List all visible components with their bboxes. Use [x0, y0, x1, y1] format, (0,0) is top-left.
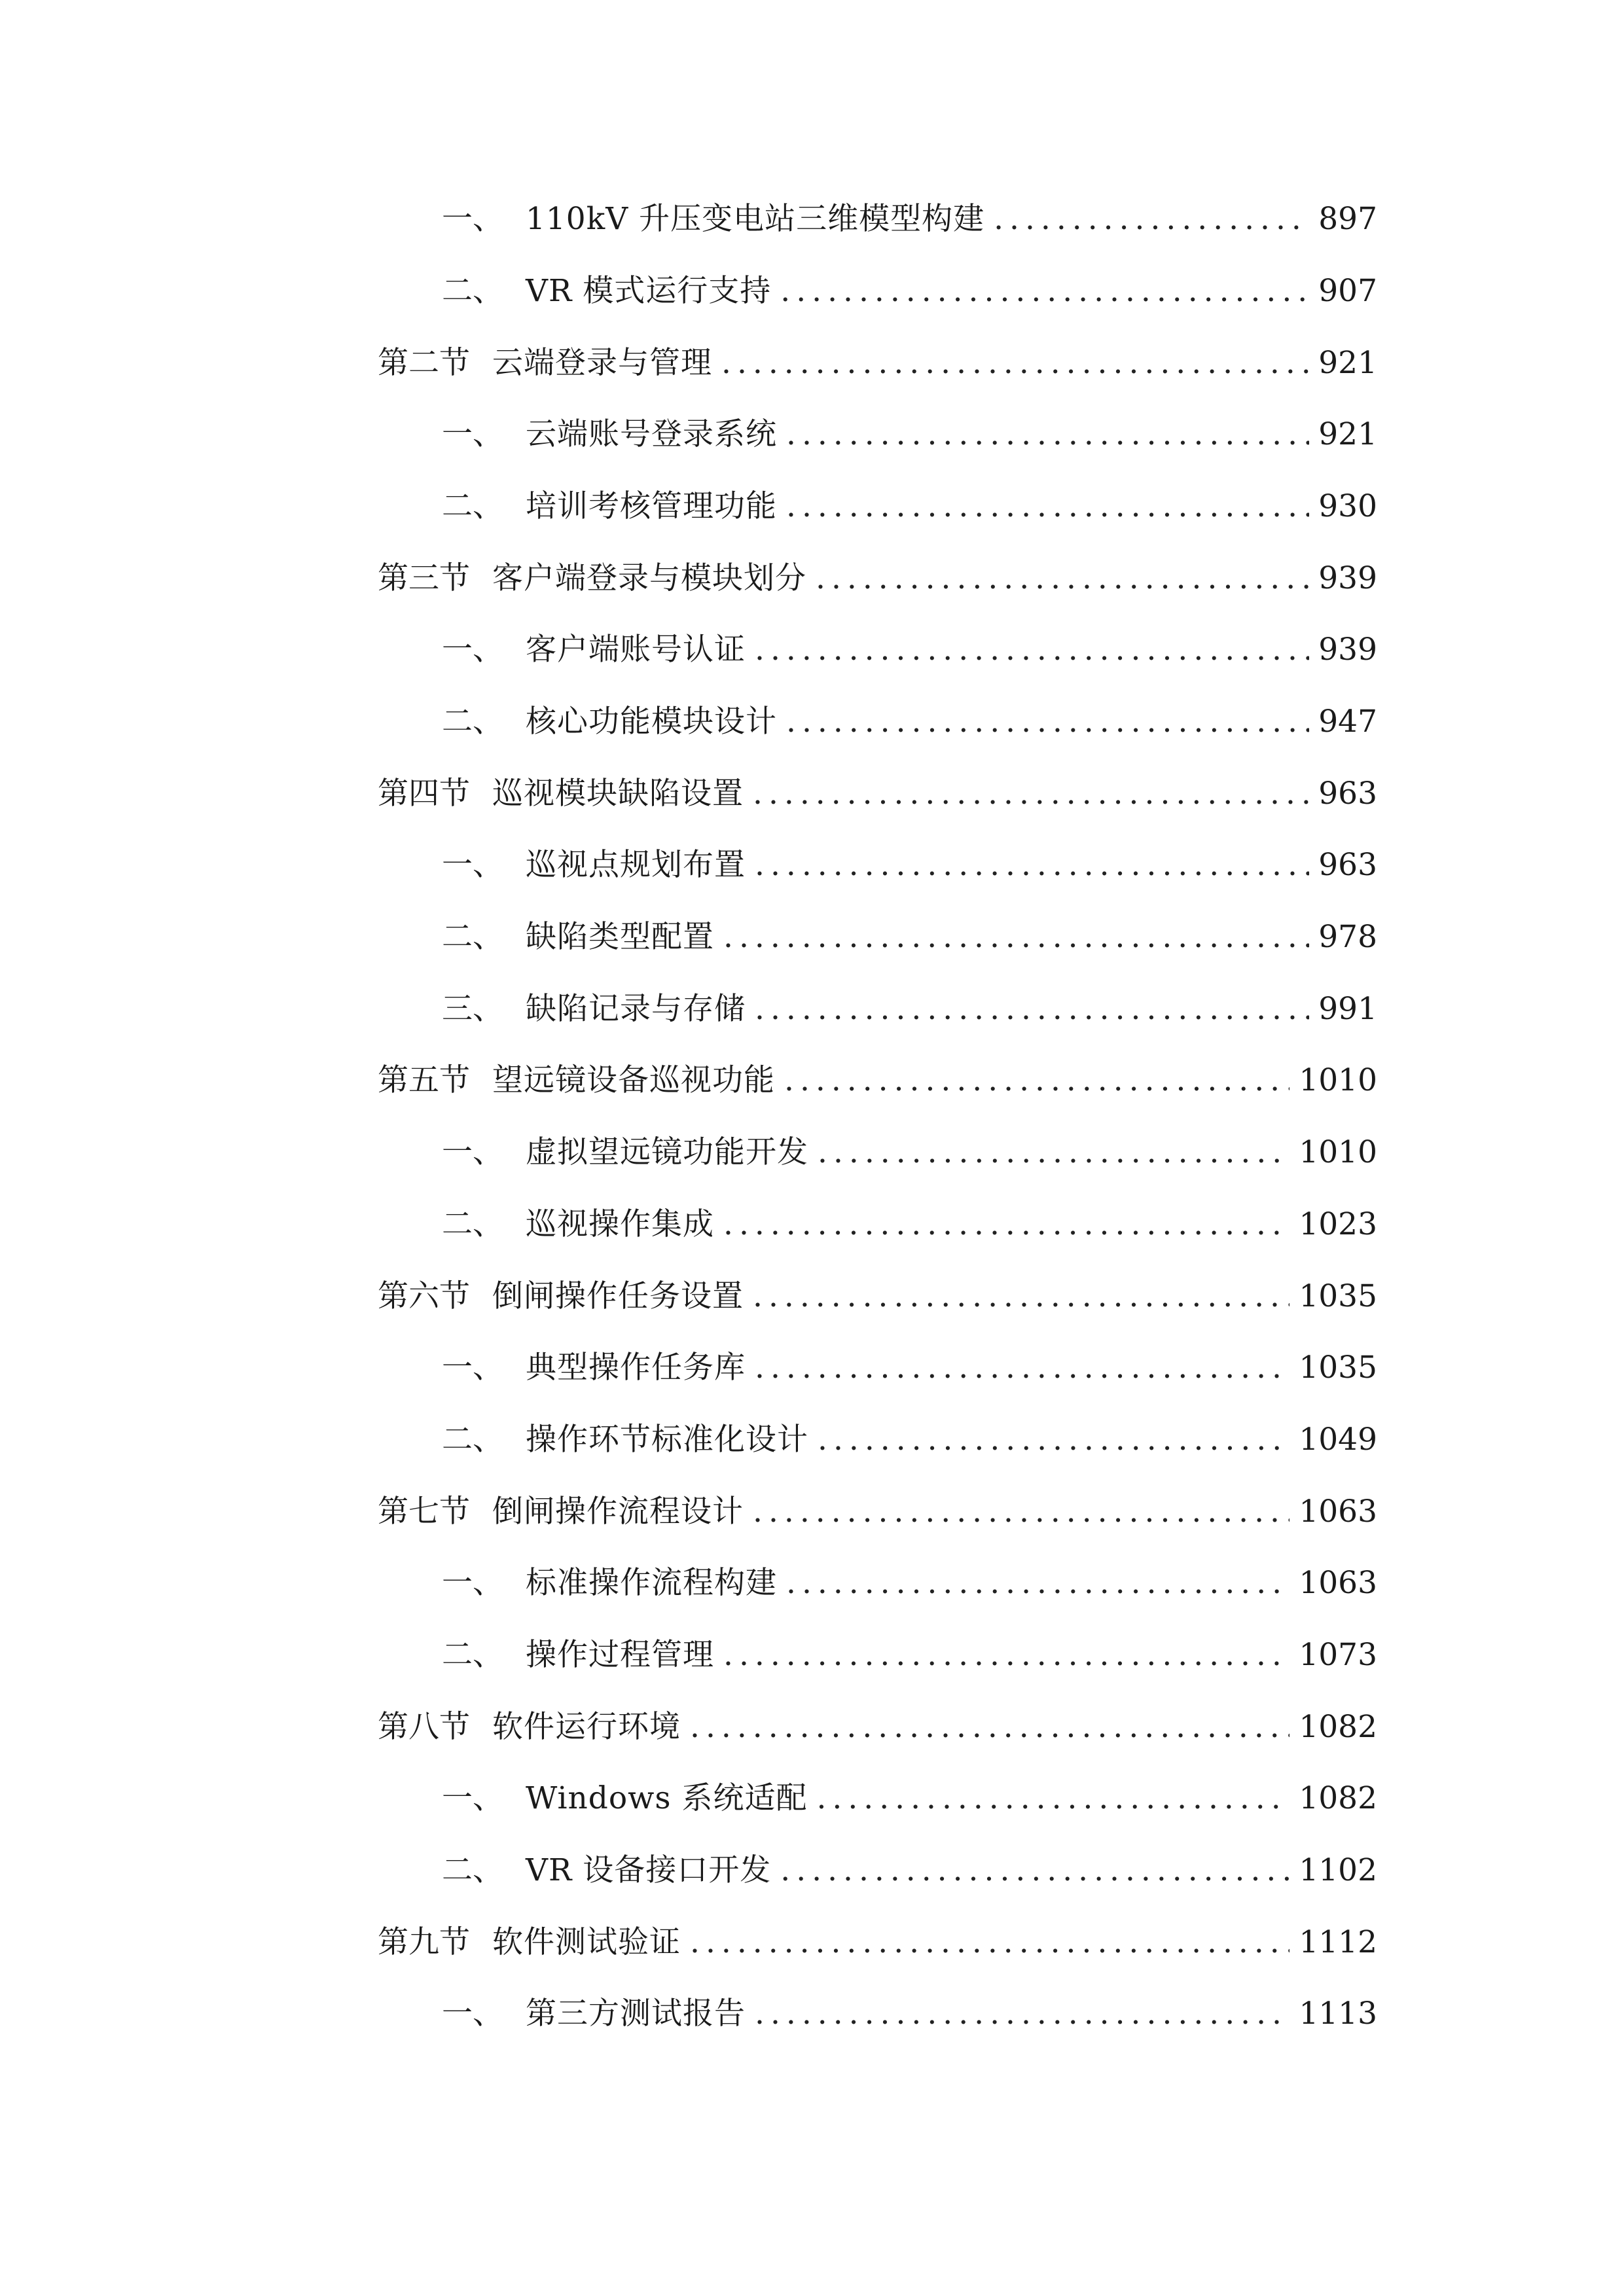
toc-entry-title: VR 设备接口开发 [526, 1852, 772, 1888]
toc-entry[interactable] [0, 624, 1624, 676]
toc-entry-number: 第四节 [378, 776, 470, 812]
toc-entry-number: 二、 [442, 1852, 503, 1888]
toc-entry-title: 核心功能模块设计 [526, 704, 777, 740]
toc-entry-title: 云端登录与管理 [492, 345, 712, 381]
toc-entry-number: 第九节 [378, 1924, 470, 1960]
dot-leader [753, 1486, 1290, 1538]
toc-entry[interactable] [0, 768, 1624, 820]
dot-leader [755, 624, 1309, 676]
toc-entry[interactable] [0, 1988, 1624, 2040]
toc-entry[interactable] [0, 911, 1624, 963]
toc-entry-number: 一、 [442, 416, 503, 452]
toc-entry-number: 一、 [442, 1350, 503, 1386]
toc-entry-page-number: 1023 [1299, 1206, 1377, 1242]
toc-entry-title: 110kV 升压变电站三维模型构建 [526, 201, 985, 237]
dot-leader [780, 265, 1309, 317]
toc-entry-page-number: 1049 [1299, 1422, 1377, 1458]
toc-entry-page-number: 907 [1318, 273, 1377, 309]
toc-entry-title: 软件测试验证 [492, 1924, 681, 1960]
dot-leader [755, 983, 1309, 1035]
toc-entry[interactable] [0, 839, 1624, 891]
toc-entry-number: 一、 [442, 1780, 503, 1816]
toc-entry-title: 软件运行环境 [492, 1709, 681, 1745]
toc-entry-page-number: 1035 [1299, 1278, 1377, 1314]
dot-leader [784, 1054, 1290, 1107]
toc-entry[interactable] [0, 1916, 1624, 1969]
toc-entry-title: 巡视点规划布置 [526, 847, 746, 883]
toc-entry-number: 二、 [442, 704, 503, 740]
toc-entry-page-number: 1010 [1299, 1062, 1377, 1098]
toc-entry-page-number: 1035 [1299, 1350, 1377, 1386]
toc-entry-title: 标准操作流程构建 [526, 1565, 777, 1601]
toc-entry[interactable] [0, 1772, 1624, 1825]
toc-entry-number: 一、 [442, 201, 503, 237]
dot-leader [786, 696, 1309, 748]
toc-entry-title: 巡视操作集成 [526, 1206, 714, 1242]
toc-entry-page-number: 991 [1318, 991, 1377, 1027]
dot-leader [755, 1988, 1290, 2040]
toc-entry-number: 二、 [442, 1206, 503, 1242]
toc-entry[interactable] [0, 265, 1624, 317]
toc-entry-page-number: 1063 [1299, 1565, 1377, 1601]
toc-entry[interactable] [0, 1557, 1624, 1609]
dot-leader [780, 1844, 1290, 1897]
dot-leader [723, 1629, 1290, 1681]
toc-entry-title: 培训考核管理功能 [526, 488, 777, 524]
toc-entry[interactable] [0, 983, 1624, 1035]
toc-entry[interactable] [0, 1198, 1624, 1251]
dot-leader [753, 1270, 1290, 1323]
toc-entry[interactable] [0, 1701, 1624, 1753]
toc-entry[interactable] [0, 1270, 1624, 1323]
toc-entry-page-number: 897 [1318, 201, 1377, 237]
dot-leader [753, 768, 1309, 820]
toc-entry-number: 一、 [442, 1565, 503, 1601]
toc-entry-page-number: 1082 [1299, 1780, 1377, 1816]
toc-entry[interactable] [0, 480, 1624, 533]
toc-entry-page-number: 921 [1318, 416, 1377, 452]
toc-entry[interactable] [0, 696, 1624, 748]
dot-leader [786, 480, 1309, 533]
dot-leader [816, 552, 1309, 605]
toc-entry-page-number: 963 [1318, 776, 1377, 812]
toc-entry-title: 倒闸操作流程设计 [492, 1494, 744, 1530]
toc-entry-title: 操作环节标准化设计 [526, 1422, 808, 1458]
toc-entry-page-number: 947 [1318, 704, 1377, 740]
toc-entry-title: 倒闸操作任务设置 [492, 1278, 744, 1314]
toc-entry-number: 一、 [442, 632, 503, 668]
toc-entry-title: 典型操作任务库 [526, 1350, 746, 1386]
toc-entry-number: 二、 [442, 1422, 503, 1458]
toc-entry[interactable] [0, 193, 1624, 245]
toc-entry-number: 二、 [442, 488, 503, 524]
toc-entry[interactable] [0, 408, 1624, 461]
toc-entry-number: 三、 [442, 991, 503, 1027]
toc-entry-page-number: 1010 [1299, 1134, 1377, 1170]
toc-entry-page-number: 1063 [1299, 1494, 1377, 1530]
toc-entry-page-number: 939 [1318, 560, 1377, 596]
toc-entry-page-number: 1073 [1299, 1637, 1377, 1673]
toc-entry-title: 第三方测试报告 [526, 1996, 746, 2032]
toc-entry[interactable] [0, 1126, 1624, 1179]
toc-entry-number: 一、 [442, 847, 503, 883]
toc-entry-title: VR 模式运行支持 [526, 273, 772, 309]
dot-leader [755, 1342, 1290, 1394]
toc-entry[interactable] [0, 1629, 1624, 1681]
toc-entry-title: Windows 系统适配 [526, 1780, 808, 1816]
toc-entry-number: 第五节 [378, 1062, 470, 1098]
dot-leader [818, 1126, 1290, 1179]
toc-entry-page-number: 1112 [1299, 1924, 1377, 1960]
toc-entry-title: 缺陷类型配置 [526, 919, 714, 955]
toc-entry-title: 虚拟望远镜功能开发 [526, 1134, 808, 1170]
toc-entry[interactable] [0, 1844, 1624, 1897]
dot-leader [818, 1414, 1290, 1466]
dot-leader [786, 408, 1309, 461]
toc-entry-number: 一、 [442, 1134, 503, 1170]
toc-entry-title: 云端账号登录系统 [526, 416, 777, 452]
toc-entry-title: 客户端账号认证 [526, 632, 746, 668]
toc-entry-number: 二、 [442, 1637, 503, 1673]
dot-leader [816, 1772, 1290, 1825]
toc-entry-page-number: 921 [1318, 345, 1377, 381]
dot-leader [723, 1198, 1290, 1251]
toc-entry-page-number: 963 [1318, 847, 1377, 883]
toc-entry-number: 第六节 [378, 1278, 470, 1314]
toc-entry-number: 第二节 [378, 345, 470, 381]
dot-leader [690, 1701, 1290, 1753]
toc-entry[interactable] [0, 552, 1624, 605]
toc-entry-number: 一、 [442, 1996, 503, 2032]
dot-leader [690, 1916, 1290, 1969]
toc-entry[interactable] [0, 1486, 1624, 1538]
toc-entry-page-number: 978 [1318, 919, 1377, 955]
toc-entry-page-number: 1082 [1299, 1709, 1377, 1745]
toc-entry-title: 巡视模块缺陷设置 [492, 776, 744, 812]
toc-entry-title: 缺陷记录与存储 [526, 991, 746, 1027]
dot-leader [994, 193, 1309, 245]
toc-entry-page-number: 939 [1318, 632, 1377, 668]
toc-entry-title: 望远镜设备巡视功能 [492, 1062, 775, 1098]
toc-entry-page-number: 1113 [1299, 1996, 1377, 2032]
toc-entry-title: 操作过程管理 [526, 1637, 714, 1673]
toc-entry-page-number: 930 [1318, 488, 1377, 524]
dot-leader [721, 337, 1309, 389]
dot-leader [723, 911, 1309, 963]
toc-entry-page-number: 1102 [1299, 1852, 1377, 1888]
toc-entry[interactable] [0, 1414, 1624, 1466]
toc-entry-number: 二、 [442, 919, 503, 955]
toc-entry-number: 第八节 [378, 1709, 470, 1745]
toc-entry-title: 客户端登录与模块划分 [492, 560, 806, 596]
toc-entry-number: 第三节 [378, 560, 470, 596]
toc-entry-number: 二、 [442, 273, 503, 309]
toc-entry-number: 第七节 [378, 1494, 470, 1530]
toc-entry[interactable] [0, 1342, 1624, 1394]
dot-leader [786, 1557, 1290, 1609]
toc-entry[interactable] [0, 337, 1624, 389]
toc-entry[interactable] [0, 1054, 1624, 1107]
dot-leader [755, 839, 1309, 891]
